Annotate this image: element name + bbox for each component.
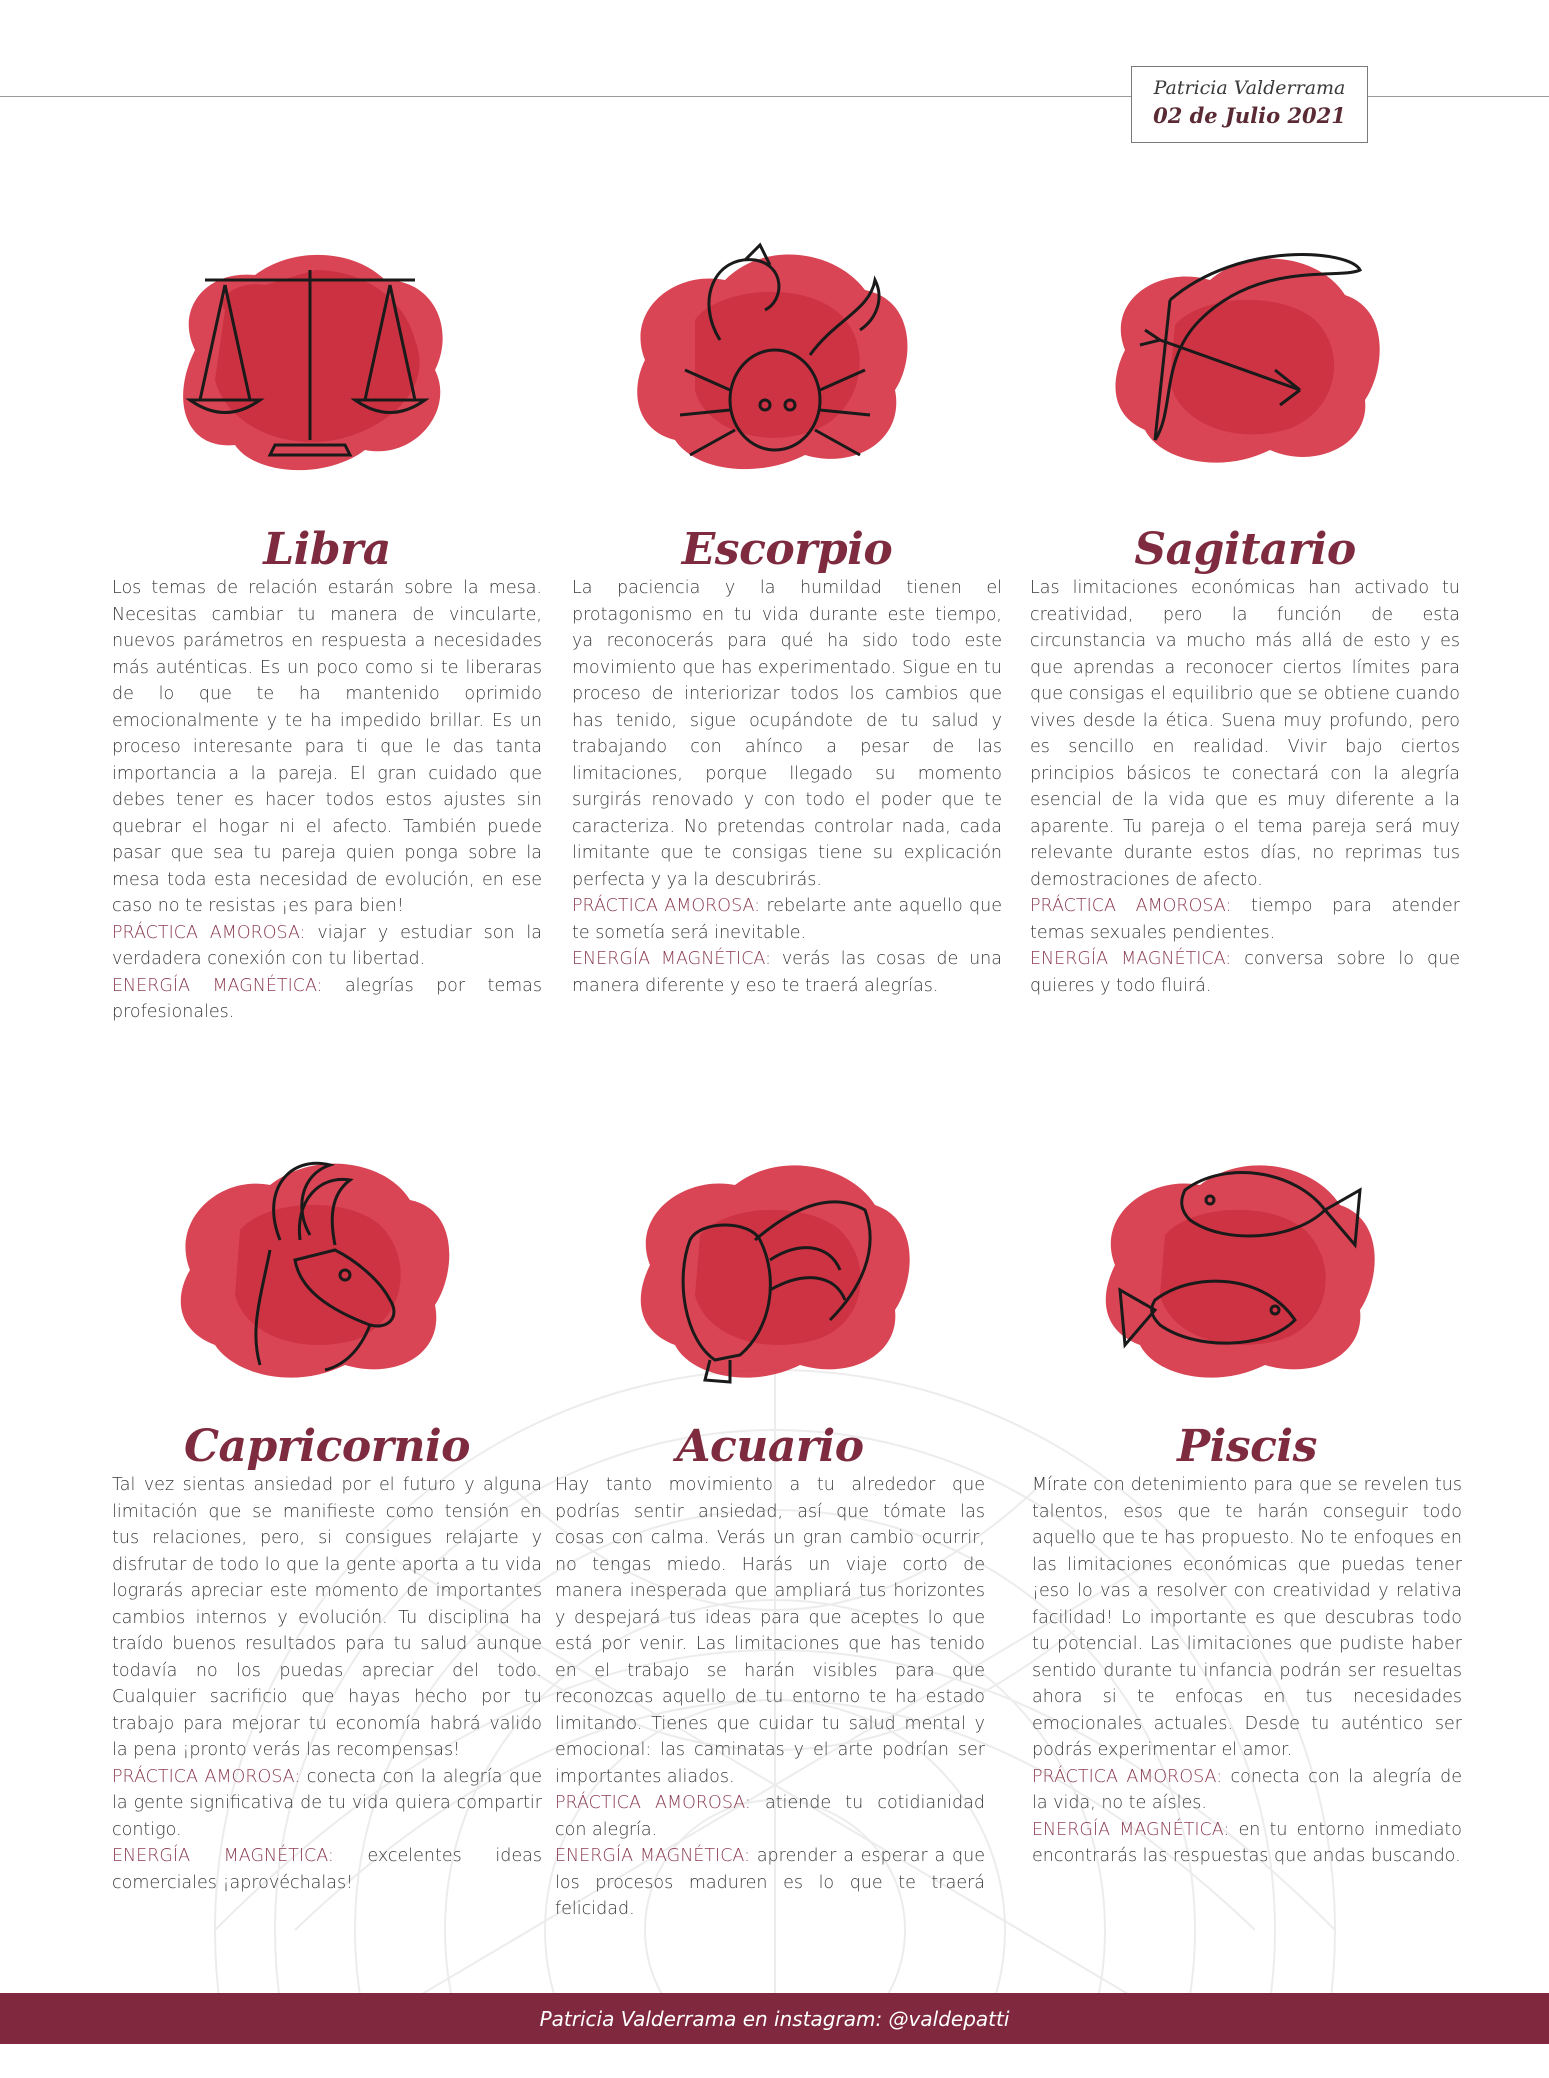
practica-text: viajar y estudiar son la verdadera conexión con tu libertad.: [112, 922, 542, 969]
practica-line: [555, 1790, 985, 1843]
energia-label: ENERGÍA MAGNÉTICA:: [1030, 949, 1232, 969]
energia-label: ENERGÍA MAGNÉTICA:: [1032, 1819, 1230, 1840]
scorpio-scorpion-icon: [625, 240, 915, 480]
libra-scales-icon: [165, 240, 455, 480]
sign-body: [1030, 575, 1460, 999]
practica-line: [1032, 1764, 1462, 1817]
practica-line: [572, 893, 1002, 946]
energia-text: excelentes ideas comerciales ¡aprovéchalas!: [112, 1846, 542, 1893]
sign-piscis: [1032, 1422, 1462, 1870]
practica-label: PRÁCTICA AMOROSA:: [1032, 1766, 1223, 1787]
practica-label: PRÁCTICA AMOROSA:: [555, 1793, 751, 1813]
energia-text: aprender a esperar a que los procesos maduren es lo que te traerá felicidad.: [555, 1846, 985, 1919]
energia-text: en tu entorno inmediato encontrarás las respuestas que andas buscando.: [1032, 1819, 1462, 1866]
sign-text: Tal vez sientas ansiedad por el futuro y alguna limitación que se manifieste como tensión en tus relaciones, pero, si consigues relajarte y disfrutar de todo lo que la gente aporta a tu vida lograrás apreciar este momento de importantes cambios internos y evolución. Tu disciplina ha traído buenos resultados para tu salud aunque todavía no los puedas apreciar del todo. Cualquier sacrificio que hayas hecho por tu trabajo para mejorar tu economía habrá valido la pena ¡pronto verás las recompensas!: [112, 1475, 542, 1760]
sign-body: [555, 1472, 985, 1923]
sign-sagitario: [1030, 525, 1460, 999]
practica-line: [112, 1764, 542, 1844]
energia-label: ENERGÍA MAGNÉTICA:: [572, 949, 771, 969]
footer-bar: [0, 1993, 1549, 2044]
sign-body: [112, 1472, 542, 1896]
aquarius-vessel-icon: [630, 1150, 920, 1390]
practica-text: tiempo para atender temas sexuales pendientes.: [1030, 896, 1460, 943]
sagittarius-bow-icon: [1100, 240, 1390, 480]
sign-body: [112, 575, 542, 1026]
practica-label: PRÁCTICA AMOROSA:: [1030, 896, 1232, 916]
energia-line: [112, 973, 542, 1026]
energia-text: conversa sobre lo que quieres y todo fluirá.: [1030, 949, 1460, 996]
sign-title: Sagitario: [1134, 524, 1356, 575]
sign-title: Acuario: [676, 1421, 864, 1472]
practica-label: PRÁCTICA AMOROSA:: [572, 896, 761, 916]
practica-line: [1030, 893, 1460, 946]
sign-escorpio: [572, 525, 1002, 999]
practica-text: rebelarte ante aquello que te sometía será inevitable.: [572, 896, 1002, 943]
practica-line: [112, 920, 542, 973]
practica-text: atiende tu cotidianidad con alegría.: [555, 1793, 985, 1840]
sign-title: Capricornio: [183, 1421, 471, 1472]
capricorn-goat-icon: [170, 1150, 460, 1390]
header-date: 02 de Julio 2021: [1153, 103, 1346, 128]
energia-text: alegrías por temas profesionales.: [112, 975, 542, 1022]
header-box: [1131, 66, 1368, 143]
sign-text: La paciencia y la humildad tienen el protagonismo en tu vida durante este tiempo, ya reconocerás para qué ha sido todo este movimiento que has experimentado. Sigue en tu proceso de interiorizar todos los cambios que has tenido, sigue ocupándote de tu salud y trabajando con ahínco a pesar de las limitaciones, porque llegado su momento surgirás renovado y con todo el poder que te caracteriza. No pretendas controlar nada, cada limitante que te consigas tiene su explicación perfecta y ya la descubrirás.: [572, 578, 1002, 890]
energia-label: ENERGÍA MAGNÉTICA:: [112, 975, 323, 996]
energia-line: [112, 1843, 542, 1896]
energia-line: [1030, 946, 1460, 999]
sign-title: Escorpio: [681, 524, 893, 575]
energia-line: [555, 1843, 985, 1923]
practica-text: conecta con la alegría que la gente significativa de tu vida quiera compartir contigo.: [112, 1766, 542, 1840]
practica-label: PRÁCTICA AMOROSA:: [112, 922, 306, 943]
sign-libra: [112, 525, 542, 1026]
sign-text: Los temas de relación estarán sobre la mesa. Necesitas cambiar tu manera de vincularte, nuevos parámetros en respuesta a necesidades más auténticas. Es un poco como si te liberaras de lo que te ha mantenido oprimido emocionalmente y te ha impedido brillar. Es un proceso interesante para ti que le das tanta importancia a la pareja. El gran cuidado que debes tener es hacer todos estos ajustes sin quebrar el hogar ni el afecto. También puede pasar que sea tu pareja quien ponga sobre la mesa toda esta necesidad de evolución, en ese caso no te resistas ¡es para bien!: [112, 578, 542, 916]
energia-label: ENERGÍA MAGNÉTICA:: [555, 1846, 750, 1866]
sign-body: [1032, 1472, 1462, 1870]
sign-text: Las limitaciones económicas han activado tu creatividad, pero la función de esta circunstancia va mucho más allá de esto y es que aprendas a reconocer ciertos límites para que consigas el equilibrio que se obtiene cuando vives desde la ética. Suena muy profundo, pero es sencillo en realidad. Vivir bajo ciertos principios básicos te conectará con la alegría esencial de la vida que es muy diferente a la aparente. Tu pareja o el tema pareja será muy relevante durante estos días, no reprimas tus demostraciones de afecto.: [1030, 578, 1460, 890]
practica-text: conecta con la alegría de la vida, no te aísles.: [1032, 1766, 1462, 1813]
energia-text: verás las cosas de una manera diferente y eso te traerá alegrías.: [572, 949, 1002, 996]
footer-instagram-text: Patricia Valderrama en instagram: @valdepatti: [539, 2006, 1010, 2031]
sign-text: Mírate con detenimiento para que se revelen tus talentos, esos que te harán conseguir todo aquello que te has propuesto. No te enfoques en las limitaciones económicas que puedas tener ¡eso lo vas a resolver con creatividad y relativa facilidad! Lo importante es que descubras todo tu potencial. Las limitaciones que pudiste haber sentido durante tu infancia podrán ser resueltas ahora si te enfocas en tus necesidades emocionales actuales. Desde tu auténtico ser podrás experimentar el amor.: [1032, 1475, 1462, 1760]
sign-title: Piscis: [1177, 1421, 1317, 1472]
practica-label: PRÁCTICA AMOROSA:: [112, 1766, 301, 1787]
sign-body: [572, 575, 1002, 999]
pisces-fish-icon: [1095, 1150, 1385, 1390]
energia-line: [572, 946, 1002, 999]
sign-title: Libra: [263, 524, 391, 575]
header-author: Patricia Valderrama: [1153, 77, 1346, 99]
sign-acuario: [555, 1422, 985, 1923]
energia-label: ENERGÍA MAGNÉTICA:: [112, 1846, 334, 1866]
sign-capricornio: [112, 1422, 542, 1896]
sign-text: Hay tanto movimiento a tu alrededor que podrías sentir ansiedad, así que tómate las cosas con calma. Verás un gran cambio ocurrir, no tengas miedo. Harás un viaje corto de manera inesperada que ampliará tus horizontes y despejará tus ideas para que aceptes lo que está por venir. Las limitaciones que has tenido en el trabajo se harán visibles para que reconozcas aquello de tu entorno te ha estado limitando. Tienes que cuidar tu salud mental y emocional: las caminatas y el arte podrían ser importantes aliados.: [555, 1475, 985, 1787]
energia-line: [1032, 1817, 1462, 1870]
